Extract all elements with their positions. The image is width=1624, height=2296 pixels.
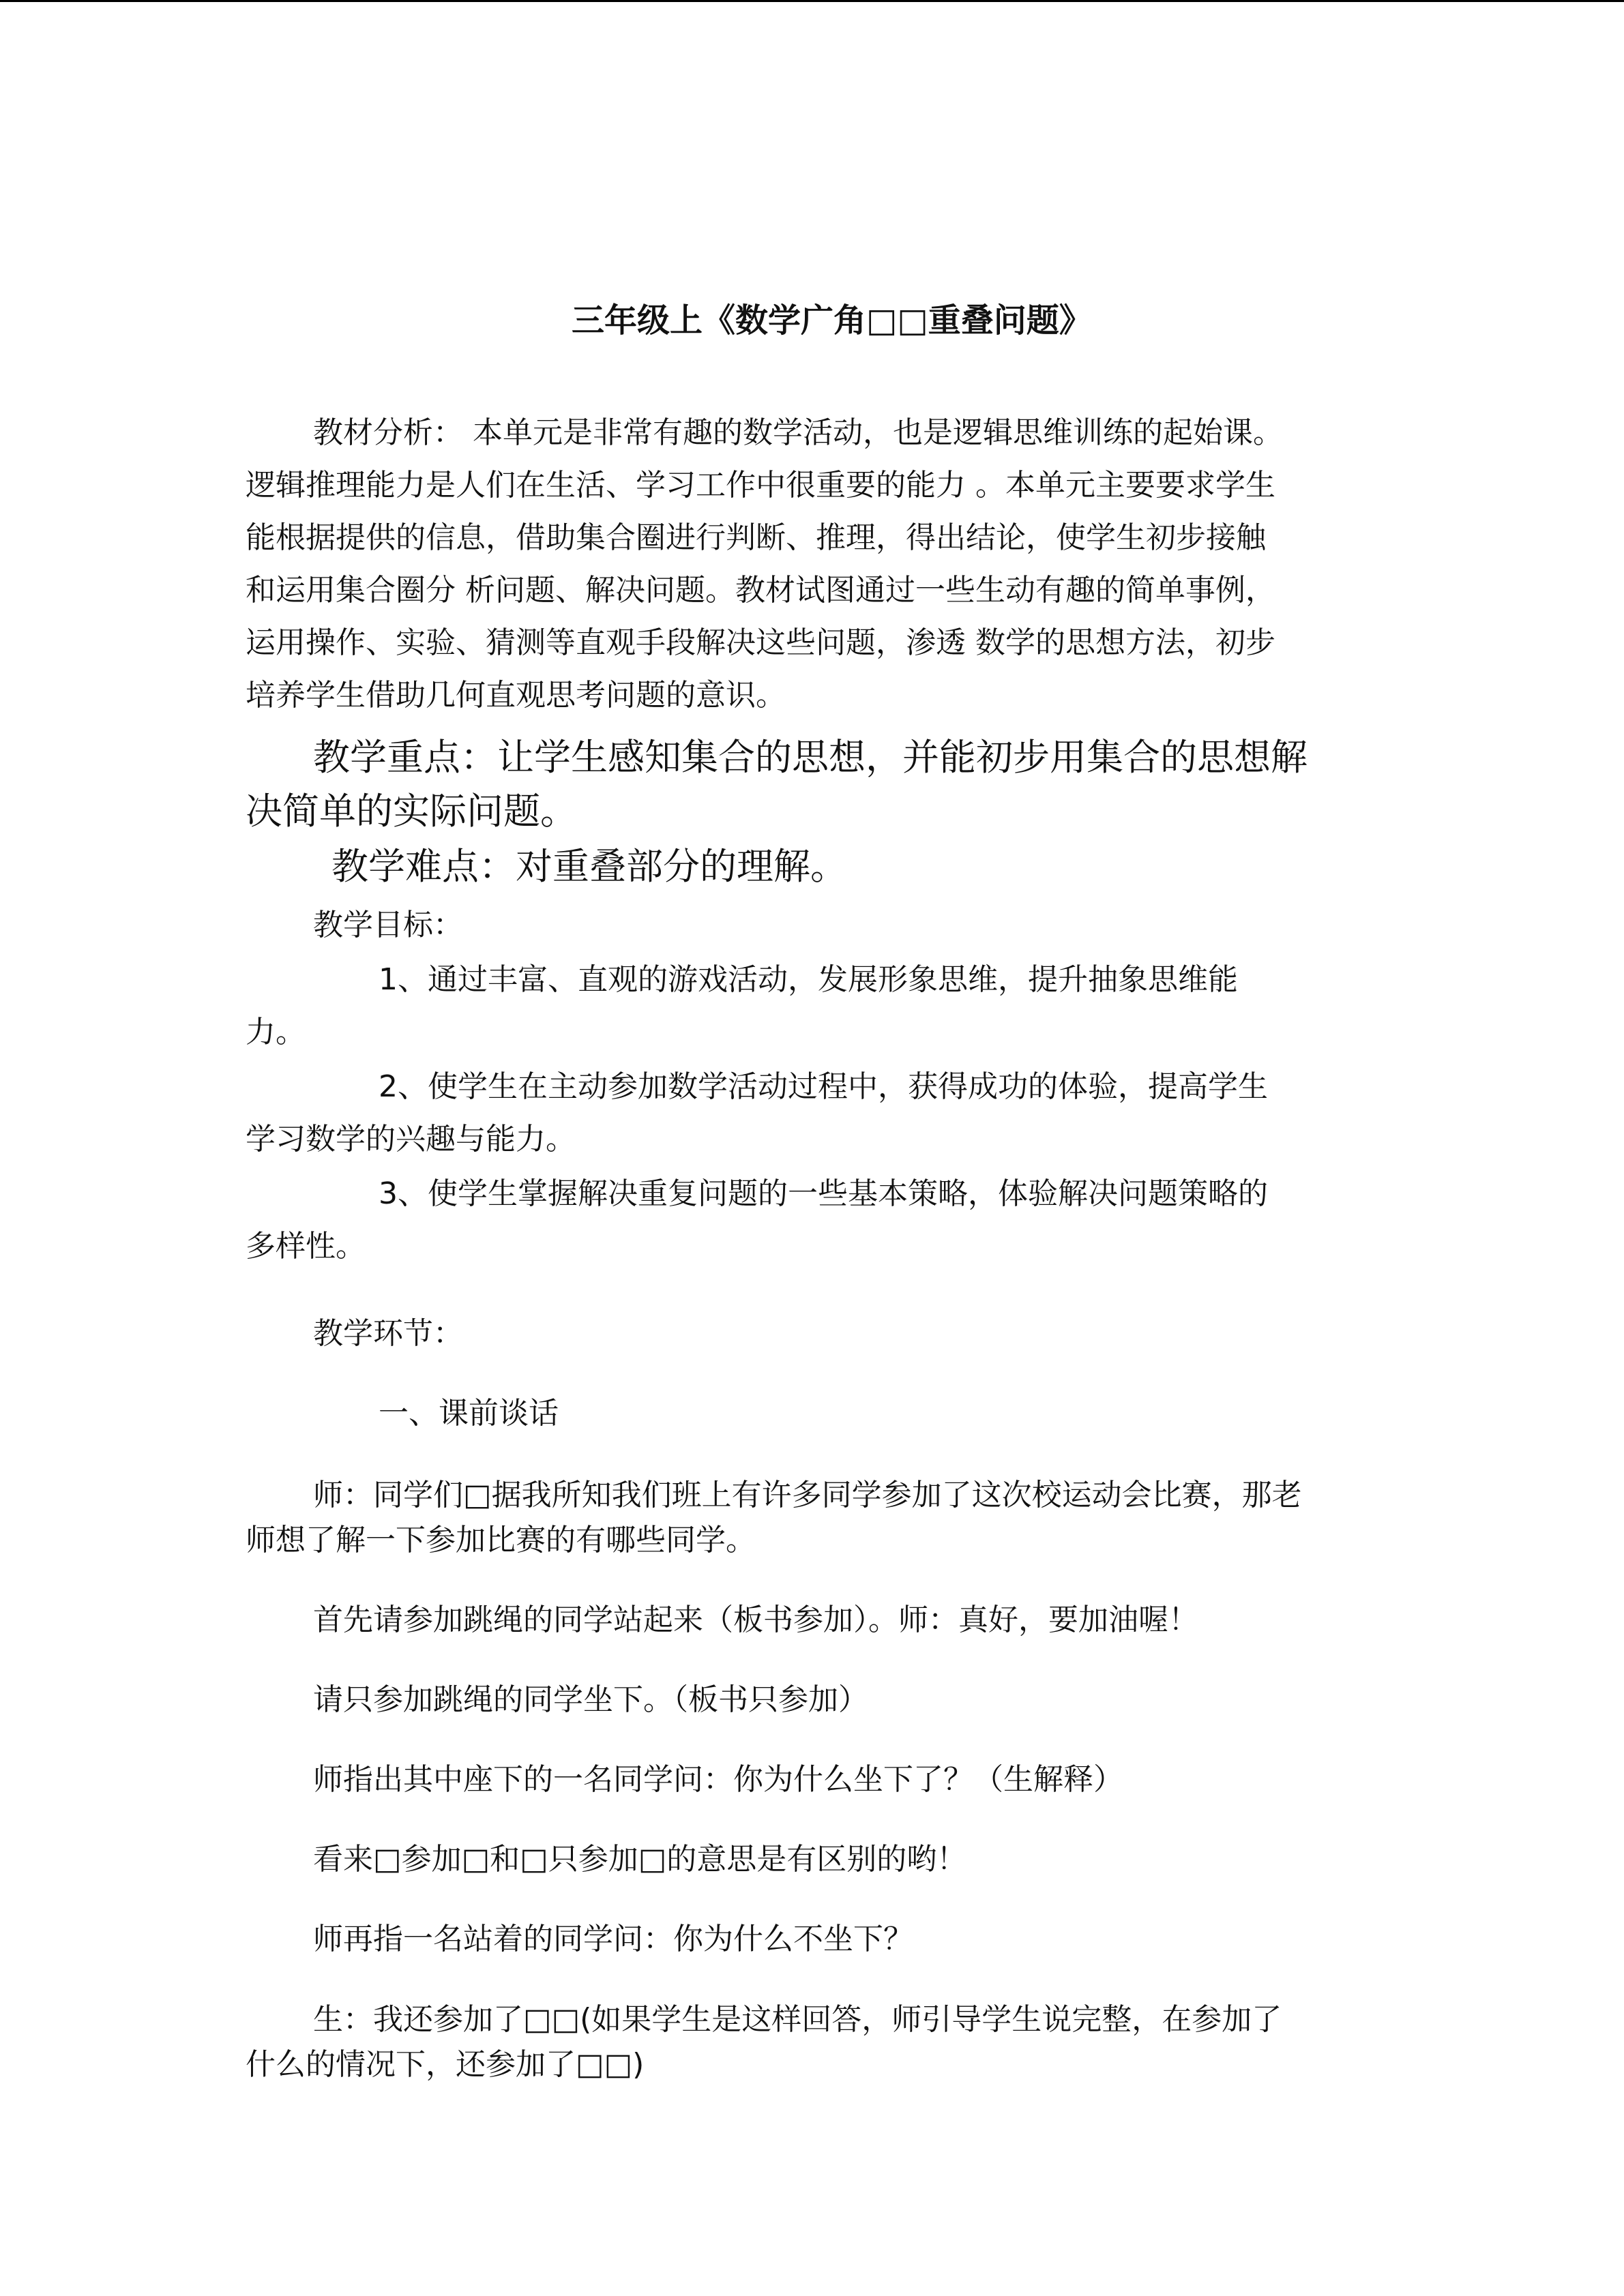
teaching-focus-line-2: 决简单的实际问题。: [246, 790, 577, 833]
dialog-p2: 首先请参加跳绳的同学站起来（板书参加）。师：真好，要加油喔！: [313, 1602, 1198, 1637]
analysis-line-3: 能根据提供的信息，借助集合圈进行判断、推理，得出结论，使学生初步接触: [246, 520, 1266, 555]
steps-heading: 教学环节：: [313, 1316, 463, 1351]
dialog-p3: 请只参加跳绳的同学坐下。（板书只参加）: [313, 1682, 868, 1717]
goal-3-line-1: 3、使学生掌握解决重复问题的一些基本策略，体验解决问题策略的: [379, 1176, 1268, 1211]
step-1-heading: 一、课前谈话: [379, 1396, 559, 1431]
analysis-line-6: 培养学生借助几何直观思考问题的意识。: [246, 678, 786, 713]
analysis-line-5: 运用操作、实验、猜测等直观手段解决这些问题，渗透 数学的思想方法，初步: [246, 625, 1275, 660]
dialog-p7-line-1: 生：我还参加了□□(如果学生是这样回答，师引导学生说完整，在参加了: [313, 2002, 1282, 2037]
goal-1-line-2: 力。: [246, 1015, 306, 1049]
dialog-p5: 看来□参加□和□只参加□的意思是有区别的哟！: [313, 1842, 967, 1877]
teaching-difficulty: 教学难点：对重叠部分的理解。: [331, 845, 847, 888]
analysis-line-2: 逻辑推理能力是人们在生活、学习工作中很重要的能力 。本单元主要要求学生: [246, 468, 1275, 503]
document-title: 三年级上《数学广角□□重叠问题》: [572, 301, 1092, 340]
goal-1-line-1: 1、通过丰富、直观的游戏活动，发展形象思维，提升抽象思维能: [379, 962, 1238, 997]
dialog-p7-line-2: 什么的情况下，还参加了□□): [246, 2047, 645, 2082]
goal-2-line-2: 学习数学的兴趣与能力。: [246, 1122, 576, 1157]
teaching-focus-line-1: 教学重点：让学生感知集合的思想，并能初步用集合的思想解: [313, 736, 1308, 779]
analysis-line-4: 和运用集合圈分 析问题、解决问题。教材试图通过一些生动有趣的简单事例，: [246, 573, 1275, 608]
goal-2-line-1: 2、使学生在主动参加数学活动过程中，获得成功的体验，提高学生: [379, 1069, 1268, 1104]
goal-3-line-2: 多样性。: [246, 1229, 366, 1264]
dialog-p6: 师再指一名站着的同学问：你为什么不坐下？: [313, 1922, 913, 1956]
dialog-p1-line-2: 师想了解一下参加比赛的有哪些同学。: [246, 1523, 756, 1557]
page-top-border: [0, 0, 1624, 2]
analysis-line-1: 教材分析： 本单元是非常有趣的数学活动，也是逻辑思维训练的起始课。: [313, 415, 1283, 450]
dialog-p1-line-1: 师：同学们□据我所知我们班上有许多同学参加了这次校运动会比赛，那老: [313, 1478, 1302, 1512]
goals-heading: 教学目标：: [313, 908, 463, 942]
dialog-p4: 师指出其中座下的一名同学问：你为什么坐下了？（生解释）: [313, 1762, 1123, 1797]
